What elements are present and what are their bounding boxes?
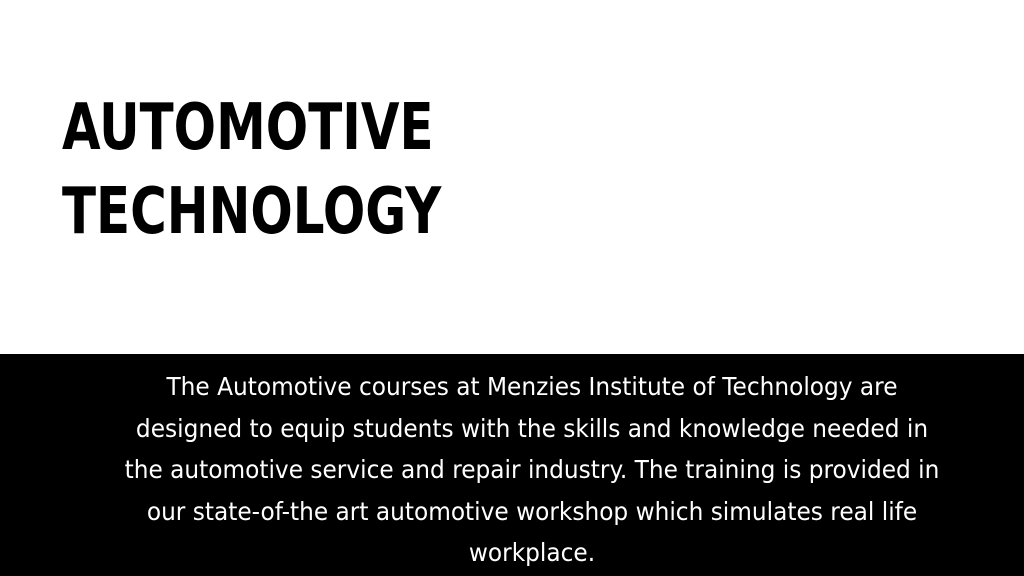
description-band xyxy=(0,354,1024,576)
slide-title xyxy=(62,86,441,254)
slide-title-line-1: AUTOMOTIVE xyxy=(62,91,434,165)
slide-title-line-2: TECHNOLOGY xyxy=(62,175,442,249)
description-text: The Automotive courses at Menzies Institute of Technology are designed to equip students with the skills and knowledge needed in the automotive service and repair industry. The training is provided in our state-of-the art automotive workshop which simulates real life workplace. xyxy=(124,372,940,567)
